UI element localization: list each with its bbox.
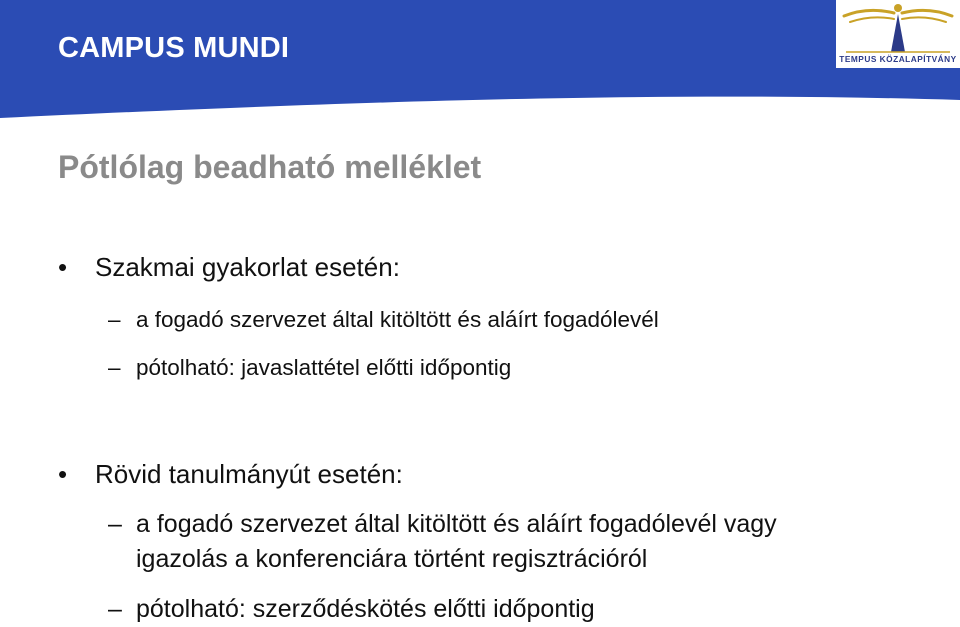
slide-title: Pótlólag beadható melléklet bbox=[58, 149, 482, 185]
section-heading-text: Rövid tanulmányút esetén: bbox=[95, 459, 403, 489]
bullet-icon: • bbox=[58, 252, 68, 282]
brand-title: CAMPUS MUNDI bbox=[58, 32, 290, 64]
dash-icon: – bbox=[108, 510, 122, 538]
list-item-text: pótolható: szerződéskötés előtti időpontig bbox=[136, 595, 595, 623]
tempus-emblem-icon bbox=[836, 0, 960, 56]
dash-icon: – bbox=[108, 355, 121, 380]
header-band bbox=[0, 0, 960, 118]
list-item-text: a fogadó szervezet által kitöltött és aláírt fogadólevél vagy bbox=[136, 510, 777, 538]
tempus-logo bbox=[836, 0, 960, 68]
section-heading-text: Szakmai gyakorlat esetén: bbox=[95, 252, 400, 282]
dash-icon: – bbox=[108, 595, 122, 623]
dash-icon: – bbox=[108, 307, 121, 332]
list-item-text: igazolás a konferenciára történt regisztrációról bbox=[136, 545, 648, 573]
list-item-text: pótolható: javaslattétel előtti időpontig bbox=[136, 355, 512, 380]
logo-text: TEMPUS KÖZALAPÍTVÁNY bbox=[839, 54, 957, 64]
bullet-icon: • bbox=[58, 459, 68, 489]
list-item-text: a fogadó szervezet által kitöltött és aláírt fogadólevél bbox=[136, 307, 659, 332]
